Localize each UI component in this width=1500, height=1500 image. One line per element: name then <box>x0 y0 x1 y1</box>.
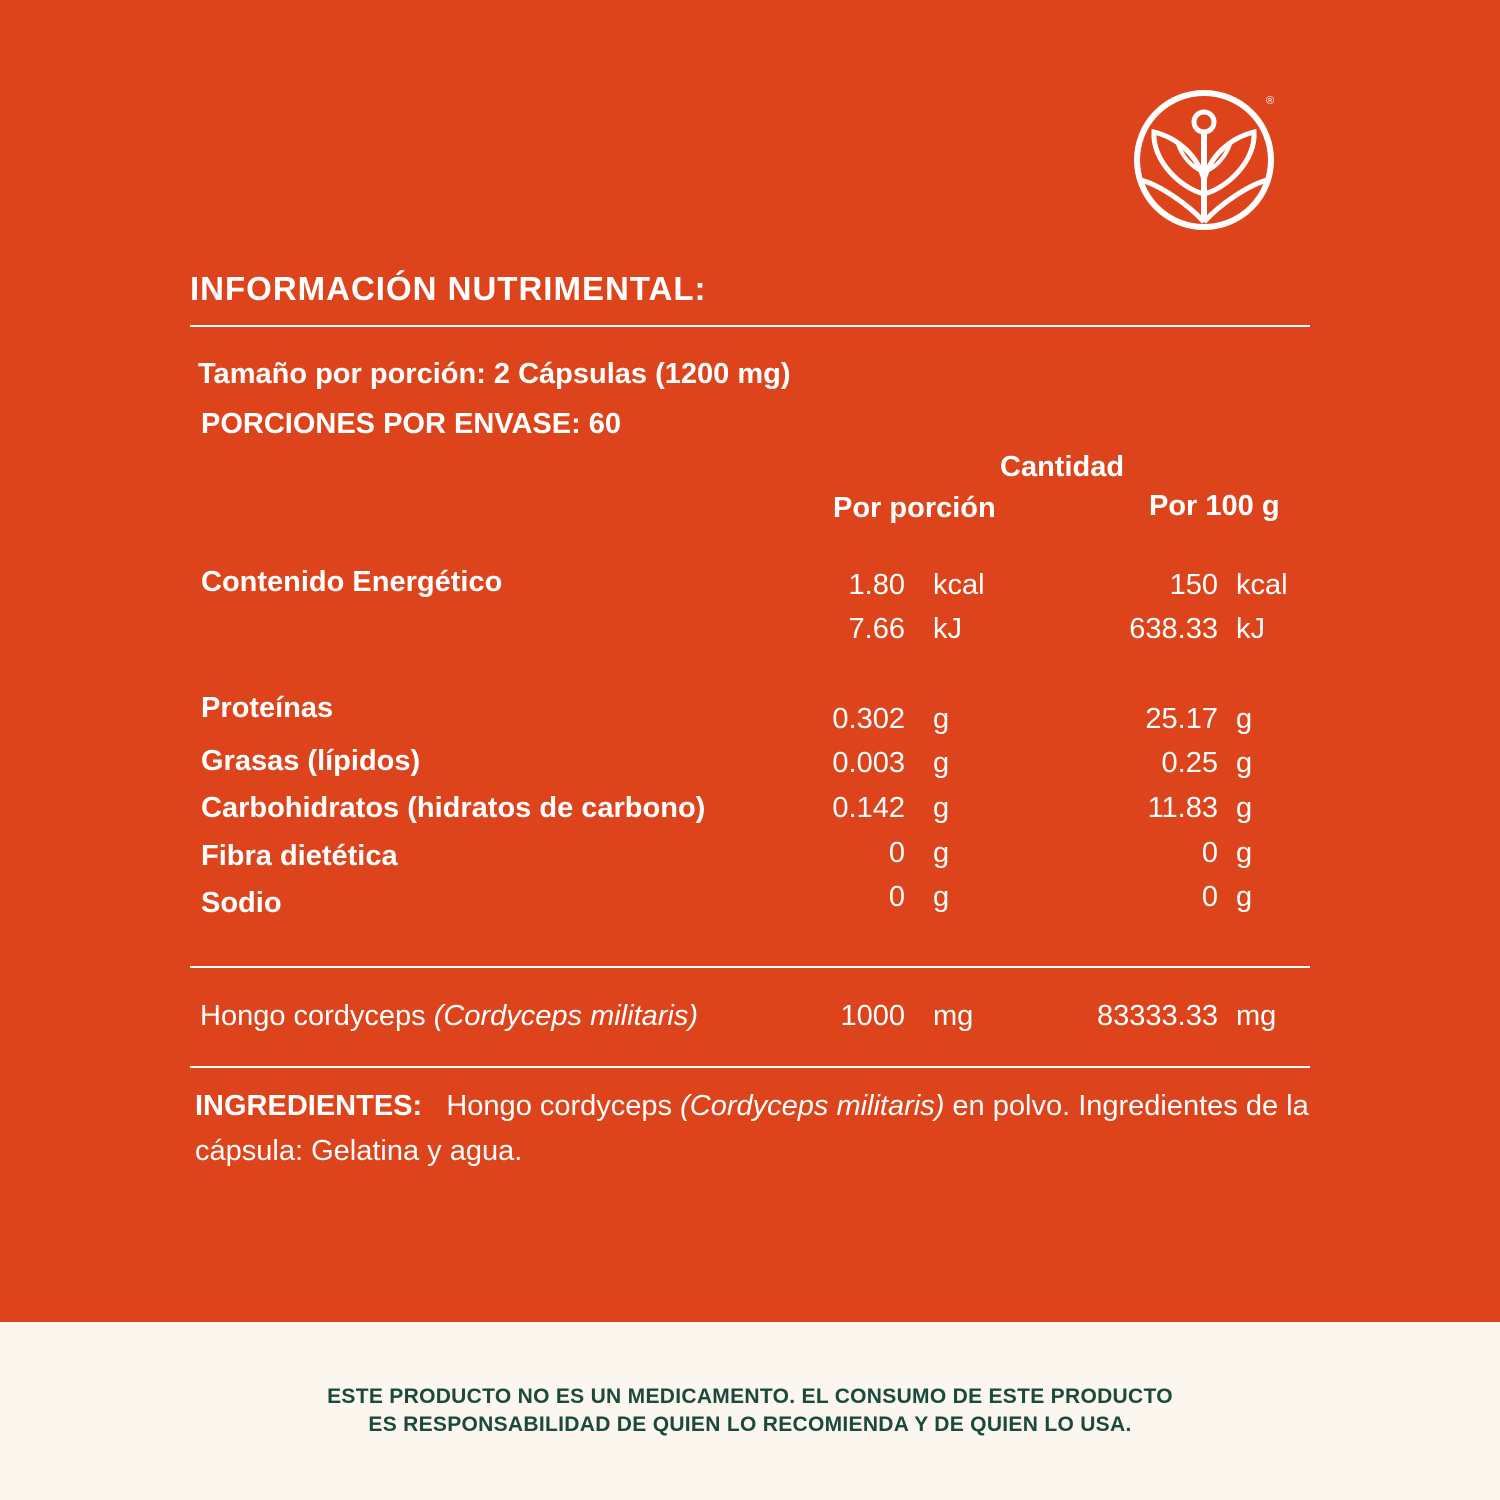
energy-kj-per-100g: 638.33 <box>1129 613 1218 645</box>
page-title: INFORMACIÓN NUTRIMENTAL: <box>190 270 707 307</box>
nutrient-label: Proteínas <box>201 692 334 724</box>
nutrient-per-serving: 0 <box>888 837 905 869</box>
disclaimer-line-2: ES RESPONSABILIDAD DE QUIEN LO RECOMIENDA Y DE QUIEN LO USA. <box>368 1413 1132 1436</box>
active-ingredient-scientific: (Cordyceps militaris) <box>433 1000 699 1032</box>
nutrient-per-serving: 0.302 <box>832 703 905 735</box>
nutrient-label: Sodio <box>201 887 282 919</box>
nutrient-label: Fibra dietética <box>201 840 398 872</box>
active-unit-100g: mg <box>1236 1000 1277 1032</box>
energy-kcal-unit: kcal <box>933 569 985 601</box>
nutrient-label: Grasas (lípidos) <box>201 745 421 777</box>
ingredients-scientific: (Cordyceps militaris) <box>680 1090 945 1122</box>
active-per-100g: 83333.33 <box>1097 1000 1218 1032</box>
nutrient-per-100g: 0 <box>1201 881 1218 913</box>
nutrient-per-100g: 25.17 <box>1145 703 1218 735</box>
nutrient-unit: g <box>933 837 950 869</box>
footer <box>0 1322 1500 1500</box>
column-header-per-100g: Por 100 g <box>1149 490 1280 522</box>
nutrient-per-serving: 0.003 <box>832 747 905 779</box>
nutrient-unit-100g: g <box>1236 837 1253 869</box>
nutrient-per-serving: 0.142 <box>832 792 905 824</box>
serving-size: Tamaño por porción: 2 Cápsulas (1200 mg) <box>198 358 791 390</box>
column-group-header: Cantidad <box>1000 451 1125 483</box>
energy-label: Contenido Energético <box>201 566 503 598</box>
ingredients-heading: INGREDIENTES: <box>195 1090 423 1122</box>
energy-kj-unit-100g: kJ <box>1236 613 1265 645</box>
active-ingredient-label <box>200 1000 698 1033</box>
energy-kcal-per-serving: 1.80 <box>848 569 905 601</box>
nutrient-unit-100g: g <box>1236 881 1253 913</box>
active-per-serving: 1000 <box>840 1000 905 1032</box>
middle-divider <box>190 966 1310 968</box>
energy-kcal-unit-100g: kcal <box>1236 569 1288 601</box>
bottom-divider <box>190 1066 1310 1068</box>
energy-kcal-per-100g: 150 <box>1169 569 1218 601</box>
active-unit: mg <box>933 1000 974 1032</box>
nutrient-unit-100g: g <box>1236 747 1253 779</box>
nutrient-unit: g <box>933 747 950 779</box>
nutrient-unit-100g: g <box>1236 703 1253 735</box>
registered-mark: ® <box>1266 95 1275 107</box>
plant-sprout-circle-icon <box>1128 84 1282 236</box>
ingredients-text: Hongo cordyceps <box>446 1090 681 1122</box>
disclaimer-line-1: ESTE PRODUCTO NO ES UN MEDICAMENTO. EL CONSUMO DE ESTE PRODUCTO <box>327 1385 1173 1408</box>
servings-per-container: PORCIONES POR ENVASE: 60 <box>201 408 622 440</box>
nutrient-label: Carbohidratos (hidratos de carbono) <box>201 792 706 824</box>
energy-kj-unit: kJ <box>933 613 962 645</box>
column-header-per-serving: Por porción <box>833 492 996 524</box>
top-divider <box>190 325 1310 327</box>
nutrient-per-serving: 0 <box>888 881 905 913</box>
nutrient-per-100g: 0.25 <box>1161 747 1218 779</box>
ingredients-text-rest: en polvo. Ingredientes de la cápsula: Gelatina y agua. <box>195 1090 1309 1167</box>
nutrient-unit: g <box>933 881 950 913</box>
active-ingredient-name: Hongo cordyceps <box>200 1000 434 1032</box>
nutrient-unit-100g: g <box>1236 792 1253 824</box>
nutrient-per-100g: 11.83 <box>1147 792 1218 824</box>
ingredients-paragraph <box>195 1084 1315 1174</box>
nutrient-unit: g <box>933 703 950 735</box>
nutrient-per-100g: 0 <box>1201 837 1218 869</box>
energy-kj-per-serving: 7.66 <box>848 613 905 645</box>
nutrient-unit: g <box>933 792 950 824</box>
